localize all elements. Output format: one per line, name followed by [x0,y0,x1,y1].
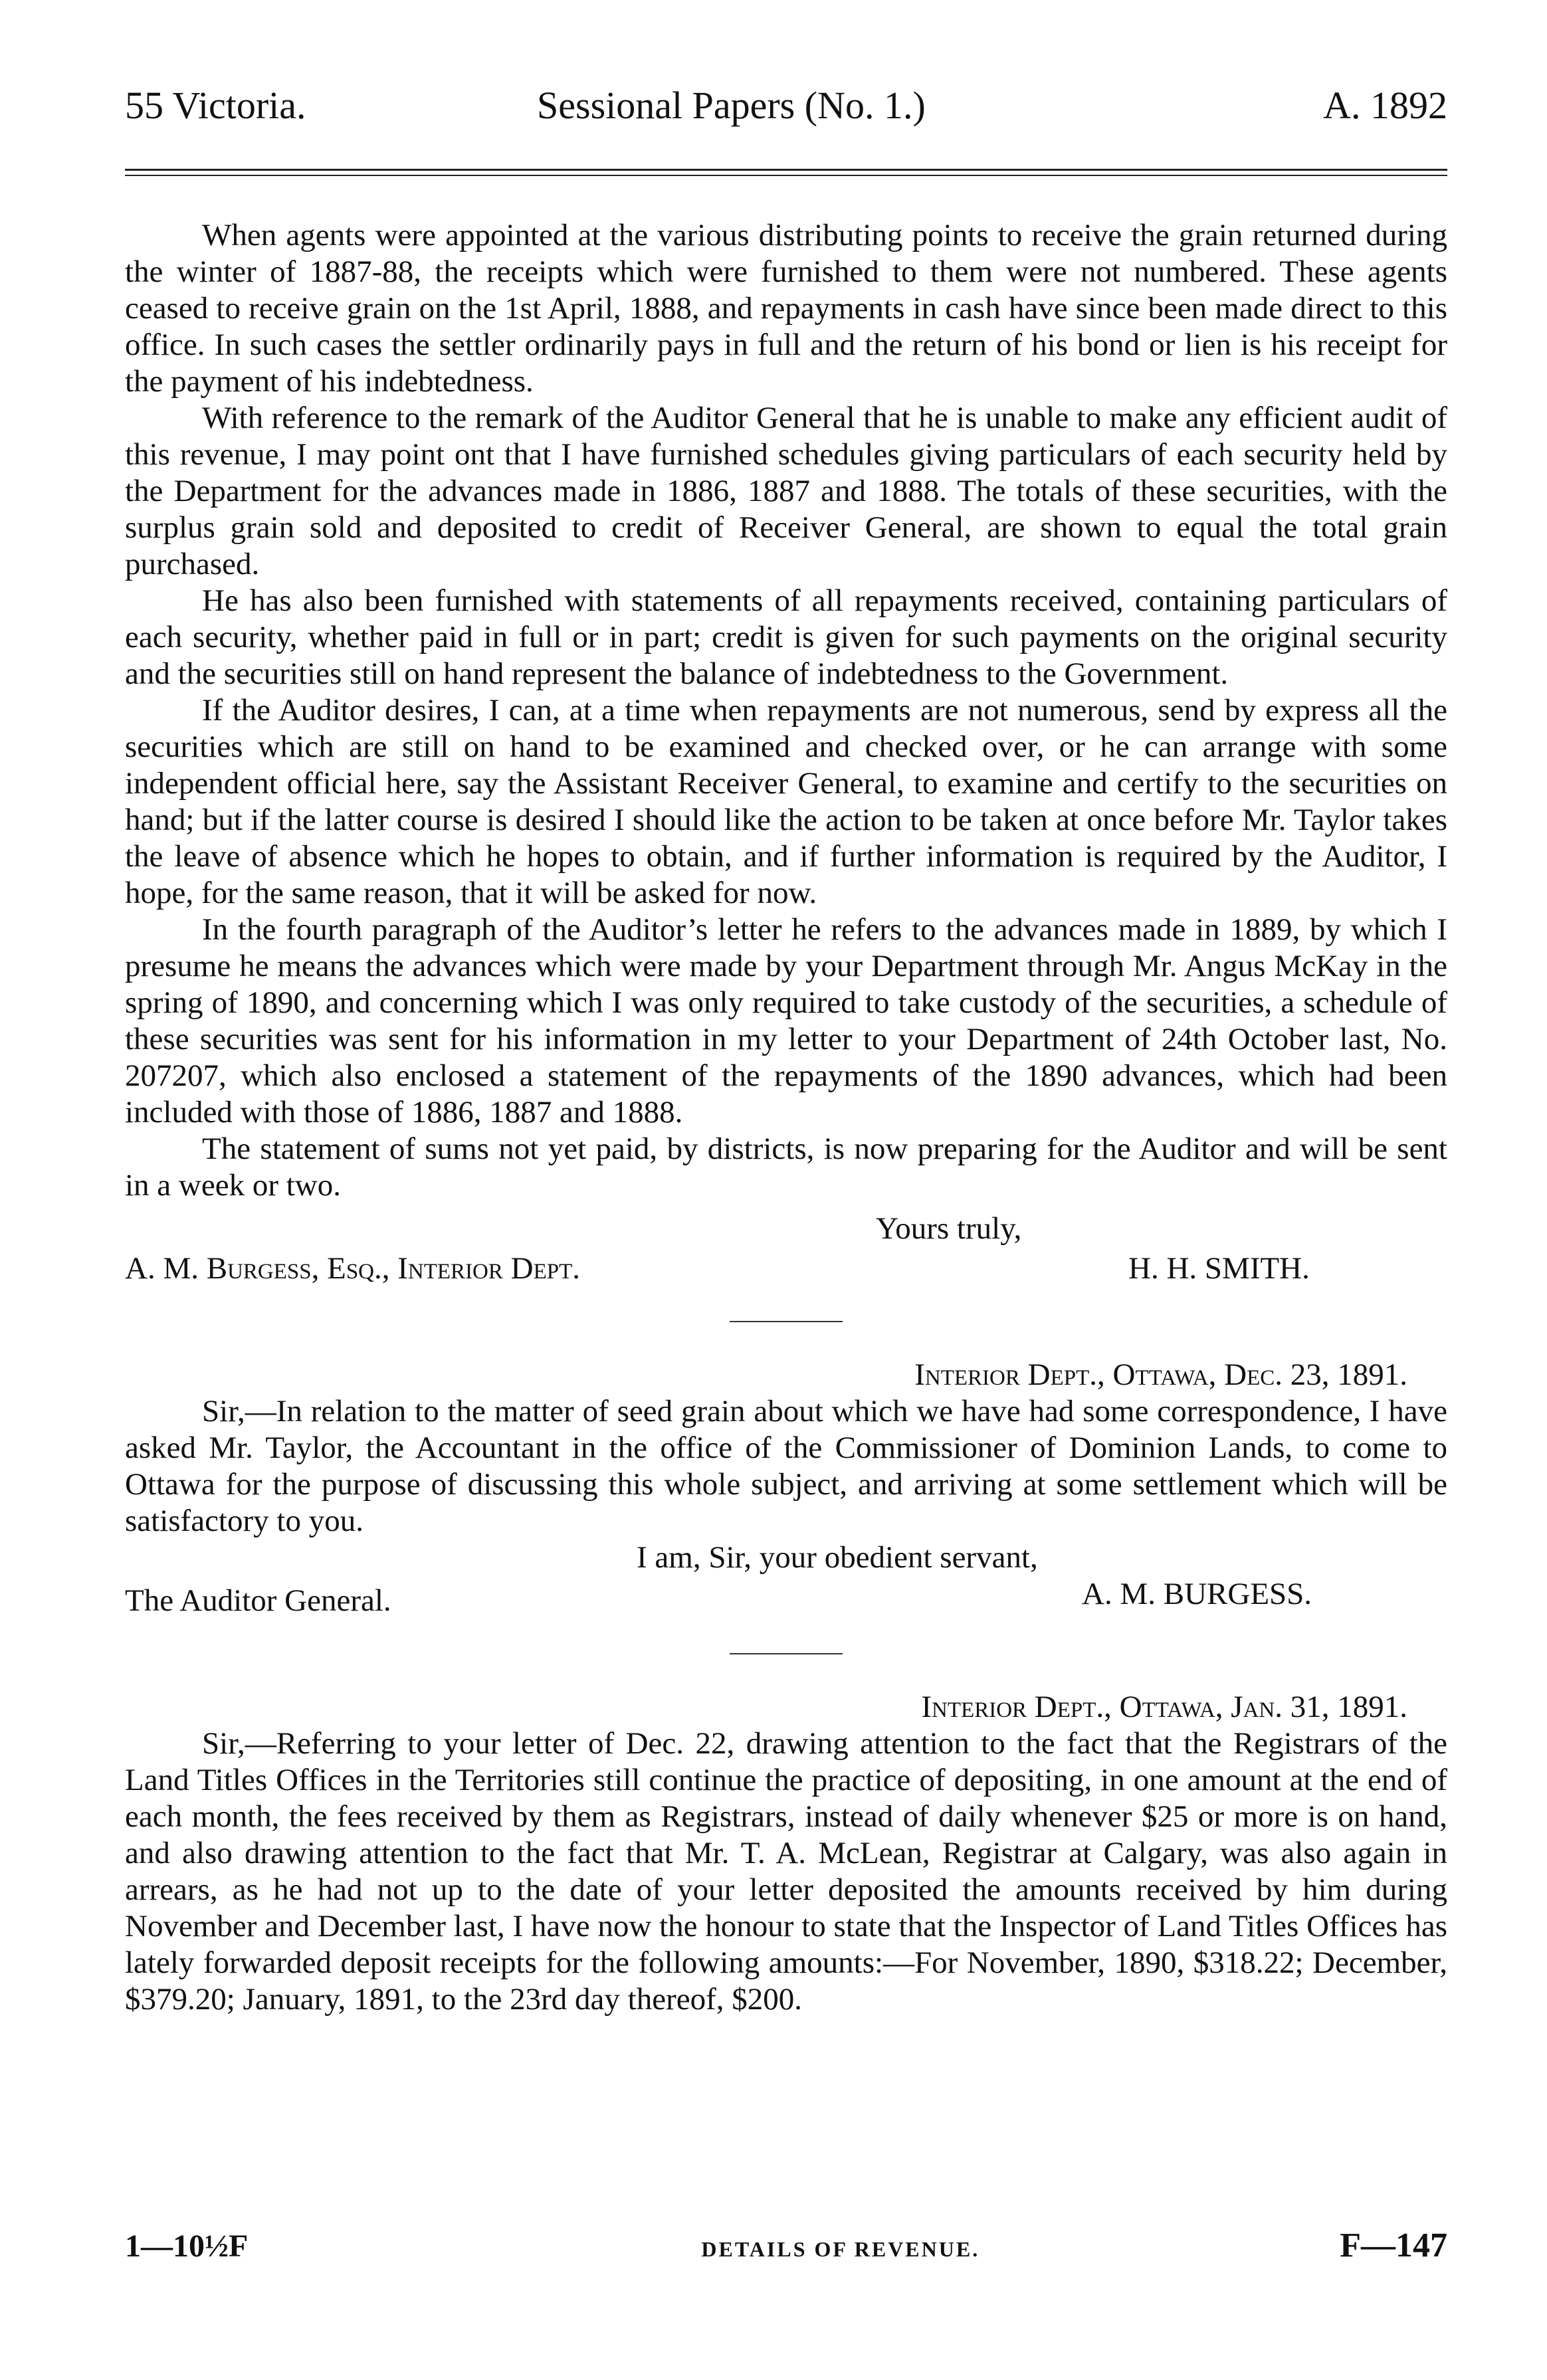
header-session: 55 Victoria. [125,84,306,127]
paragraph: Sir,—Referring to your letter of Dec. 22, drawing attention to the fact that the Registrars of the Land Titles Offices in the Territories still continue the practice of depositing, in one amount at the end of each month, the fees received by them as Registrars, instead of daily whenever $25 or more is on hand, and also drawing attention to the fact that Mr. T. A. McLean, Registrar at Calgary, was also again in arrears, as he had not up to the date of your letter deposited the amounts received by him during November and December last, I have now the honour to state that the Inspector of Land Titles Offices has lately forwarded deposit receipts for the following amounts:—For November, 1890, $318.22; December, $379.20; January, 1891, to the 23rd day thereof, $200. [125,1726,1447,2017]
letter-burgess [125,1357,1447,1623]
closing: I am, Sir, your obedient servant, [637,1540,1038,1575]
paragraph: The statement of sums not yet paid, by districts, is now preparing for the Auditor and will be sent in a week or two. [125,1132,1447,1203]
running-header [125,86,1447,125]
signature: A. M. BURGESS. [1082,1577,1312,1611]
closing: Yours truly, [876,1211,1022,1246]
letter-smith [125,217,1447,1290]
section-divider [730,1653,843,1654]
paragraph: Sir,—In relation to the matter of seed grain about which we have had some correspondence, I have asked Mr. Taylor, the Accountant in the office of the Commissioner of Dominion Lands, to come to Ottawa for the purpose of discussing this whole subject, and arriving at some settlement which will be satisfactory to you. [125,1394,1447,1538]
closing-row [125,1539,1447,1576]
signature-mark: 1—10½F [125,2229,249,2264]
header-title: Sessional Papers (No. 1.) [537,84,926,127]
document-page [125,86,1447,2018]
signature-row [125,1576,1447,1623]
footer-section-title: DETAILS OF REVENUE. [701,2237,980,2261]
paragraph: He has also been furnished with statements of all repayments received, containing particulars of each security, whether paid in full or in part; credit is given for such payments on the original security and the securities still on hand represent the balance of indebtedness to the Government. [125,583,1447,691]
signature: H. H. SMITH. [1128,1251,1310,1286]
letter-burgess-registrars [125,1689,1447,2018]
dateline: Interior Dept., Ottawa, Jan. 31, 1891. [921,1690,1407,1724]
closing-row [125,1204,1447,1250]
addressee: The Auditor General. [125,1583,391,1618]
paragraph: With reference to the remark of the Auditor General that he is unable to make any efficient audit of this revenue, I may point ont that I have furnished schedules giving particulars of each security held by the Department for the advances made in 1886, 1887 and 1888. The totals of these securities, with the surplus grain sold and deposited to credit of Receiver General, are shown to equal the total grain purchased. [125,401,1447,581]
paragraph: If the Auditor desires, I can, at a time when repayments are not numerous, send by express all the securities which are still on hand to be examined and checked over, or he can arrange with some independent official here, say the Assistant Receiver General, to examine and certify to the securities on hand; but if the latter course is desired I should like the action to be taken at once before Mr. Taylor takes the leave of absence which he hopes to obtain, and if further information is required by the Auditor, I hope, for the same reason, that it will be asked for now. [125,693,1447,910]
page-number: F—147 [1340,2227,1447,2264]
paragraph: When agents were appointed at the various distributing points to receive the grain returned during the winter of 1887-88, the receipts which were furnished to them were not numbered. These agents ceased to receive grain on the 1st April, 1888, and repayments in cash have since been made direct to this office. In such cases the settler ordinarily pays in full and the return of his bond or lien is his receipt for the payment of his indebtedness. [125,218,1447,399]
header-rule-secondary [125,175,1447,176]
header-rule [125,169,1447,171]
dateline: Interior Dept., Ottawa, Dec. 23, 1891. [914,1357,1407,1392]
signature-row [125,1250,1447,1290]
paragraph: In the fourth paragraph of the Auditor’s letter he refers to the advances made in 1889, by which I presume he means the advances which were made by your Department through Mr. Angus McKay in the spring of 1890, and concerning which I was only required to take custody of the securities, a schedule of these securities was sent for his information in my letter to your Department of 24th October last, No. 207207, which also enclosed a statement of the repayments of the 1890 advances, which had been included with those of 1886, 1887 and 1888. [125,912,1447,1130]
addressee: A. M. Burgess, Esq., Interior Dept. [125,1251,581,1286]
page-footer [125,2226,1447,2265]
section-divider [730,1321,843,1322]
header-year: A. 1892 [1323,84,1447,127]
